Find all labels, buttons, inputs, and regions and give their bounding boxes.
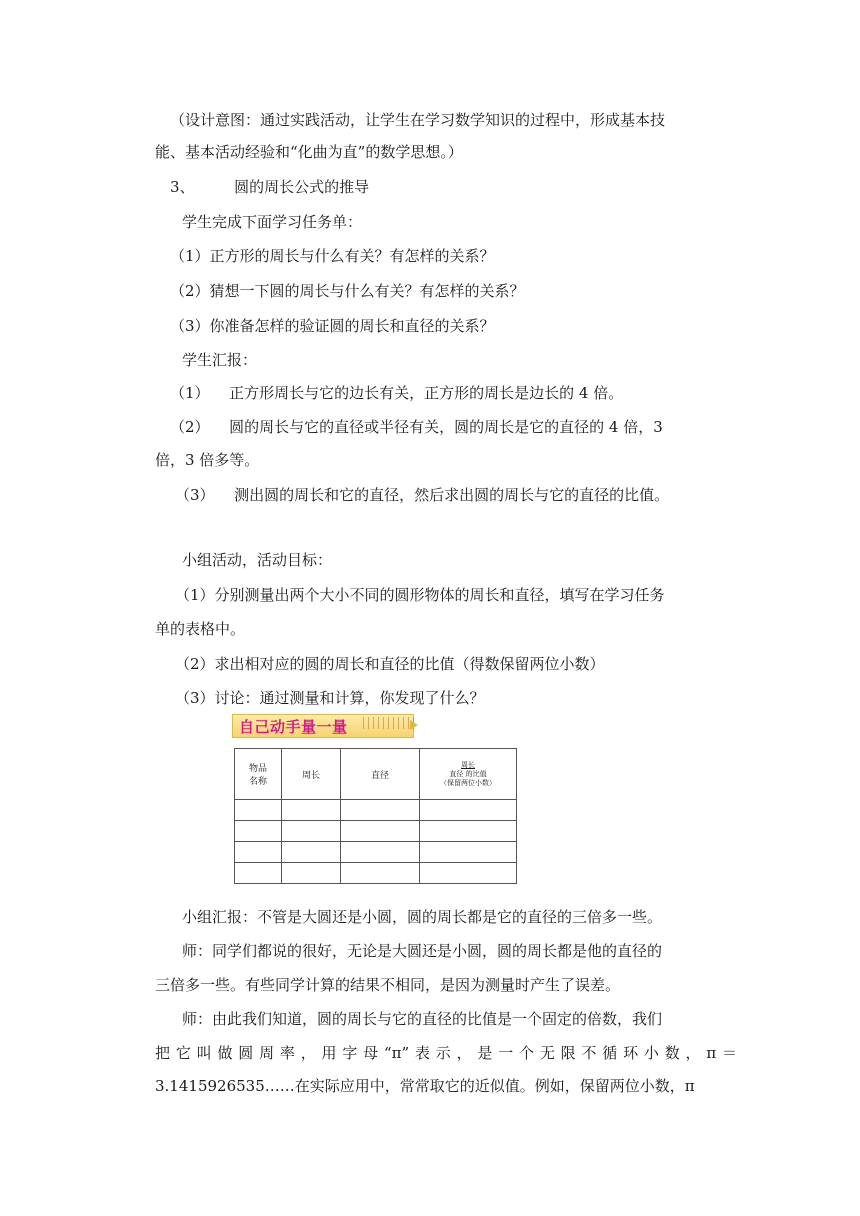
design-intent-line-2: 能、基本活动经验和“化曲为直”的数学思想。） (155, 143, 463, 161)
task-intro: 学生完成下面学习任务单： (182, 213, 363, 231)
teacher-remark-2-line-3: 3.1415926535……在实际应用中，常常取它的近似值。例如，保留两位小数，π (155, 1077, 695, 1095)
ruler-icon (363, 717, 415, 729)
task-sheet-banner (232, 714, 414, 738)
task-question-1: （1）正方形的周长与什么有关？有怎样的关系？ (170, 247, 495, 265)
table-row (235, 842, 517, 863)
col-ratio-numerator: 周长 (461, 760, 475, 769)
measurement-table (234, 748, 517, 884)
col-ratio-note: （保留两位小数） (440, 778, 496, 787)
section-3-number: 3、 (170, 178, 195, 196)
col-item-name-line-2: 名称 (248, 777, 267, 787)
section-3-title: 圆的周长公式的推导 (234, 178, 370, 196)
report-item-3 (175, 485, 669, 505)
goal-2: （2）求出相对应的圆的周长和直径的比值（得数保留两位小数） (175, 655, 605, 673)
col-circumference-label: 周长 (301, 770, 320, 781)
col-item-name-line-1: 物品 (248, 764, 267, 774)
report-2-number: （2） (170, 418, 210, 436)
measurement-table-header (235, 749, 517, 800)
group-activity-intro: 小组活动，活动目标： (182, 551, 333, 569)
table-row (235, 821, 517, 842)
table-row (235, 863, 517, 884)
report-2-text-line-1: 圆的周长与它的直径或半径有关，圆的周长是它的直径的 4 倍，3 (229, 418, 663, 436)
goal-1-line-2: 单的表格中。 (155, 620, 246, 638)
report-1-text: 正方形周长与它的边长有关，正方形的周长是边长的 4 倍。 (229, 384, 624, 402)
col-circumference (282, 749, 341, 800)
goal-1-line-1: （1）分别测量出两个大小不同的圆形物体的周长和直径，填写在学习任务 (175, 586, 665, 604)
design-intent-line-1: （设计意图：通过实践活动，让学生在学习数学知识的过程中，形成基本技 (170, 111, 666, 129)
col-diameter-label: 直径 (370, 770, 389, 781)
goal-3: （3）讨论：通过测量和计算，你发现了什么？ (175, 689, 485, 707)
task-question-3: （3）你准备怎样的验证圆的周长和直径的关系？ (170, 317, 495, 335)
col-diameter (341, 749, 420, 800)
teacher-remark-1-line-1: 师：同学们都说的很好，无论是大圆还是小圆，圆的周长都是他的直径的 (182, 942, 663, 960)
teacher-remark-2-line-1: 师：由此我们知道，圆的周长与它的直径的比值是一个固定的倍数，我们 (182, 1010, 663, 1028)
report-3-text: 测出圆的周长和它的直径，然后求出圆的周长与它的直径的比值。 (234, 486, 670, 504)
teacher-remark-2-line-2: 把它叫做圆周率，用字母“π”表示，是一个无限不循环小数，π＝ (155, 1044, 737, 1062)
pencil-tip-icon (410, 720, 418, 730)
col-ratio (420, 749, 517, 800)
task-sheet-banner-title: 自己动手量一量 (239, 718, 348, 736)
report-item-2 (170, 417, 663, 437)
col-ratio-suffix: 的比值 (465, 769, 487, 778)
teacher-remark-1-line-2: 三倍多一些。有些同学计算的结果不相同，是因为测量时产生了误差。 (155, 976, 621, 994)
report-1-number: （1） (170, 384, 210, 402)
col-item-name (235, 749, 282, 800)
col-ratio-denominator: 直径 (449, 769, 464, 778)
table-row (235, 800, 517, 821)
section-3-heading (170, 177, 369, 197)
task-sheet-image (228, 712, 518, 868)
report-3-number: （3） (175, 486, 215, 504)
report-2-text-line-2: 倍，3 倍多等。 (155, 451, 260, 469)
report-intro: 学生汇报： (182, 351, 258, 369)
task-question-2: （2）猜想一下圆的周长与什么有关？有怎样的关系？ (170, 282, 525, 300)
report-item-1 (170, 383, 623, 403)
group-report: 小组汇报：不管是大圆还是小圆，圆的周长都是它的直径的三倍多一些。 (182, 908, 663, 926)
